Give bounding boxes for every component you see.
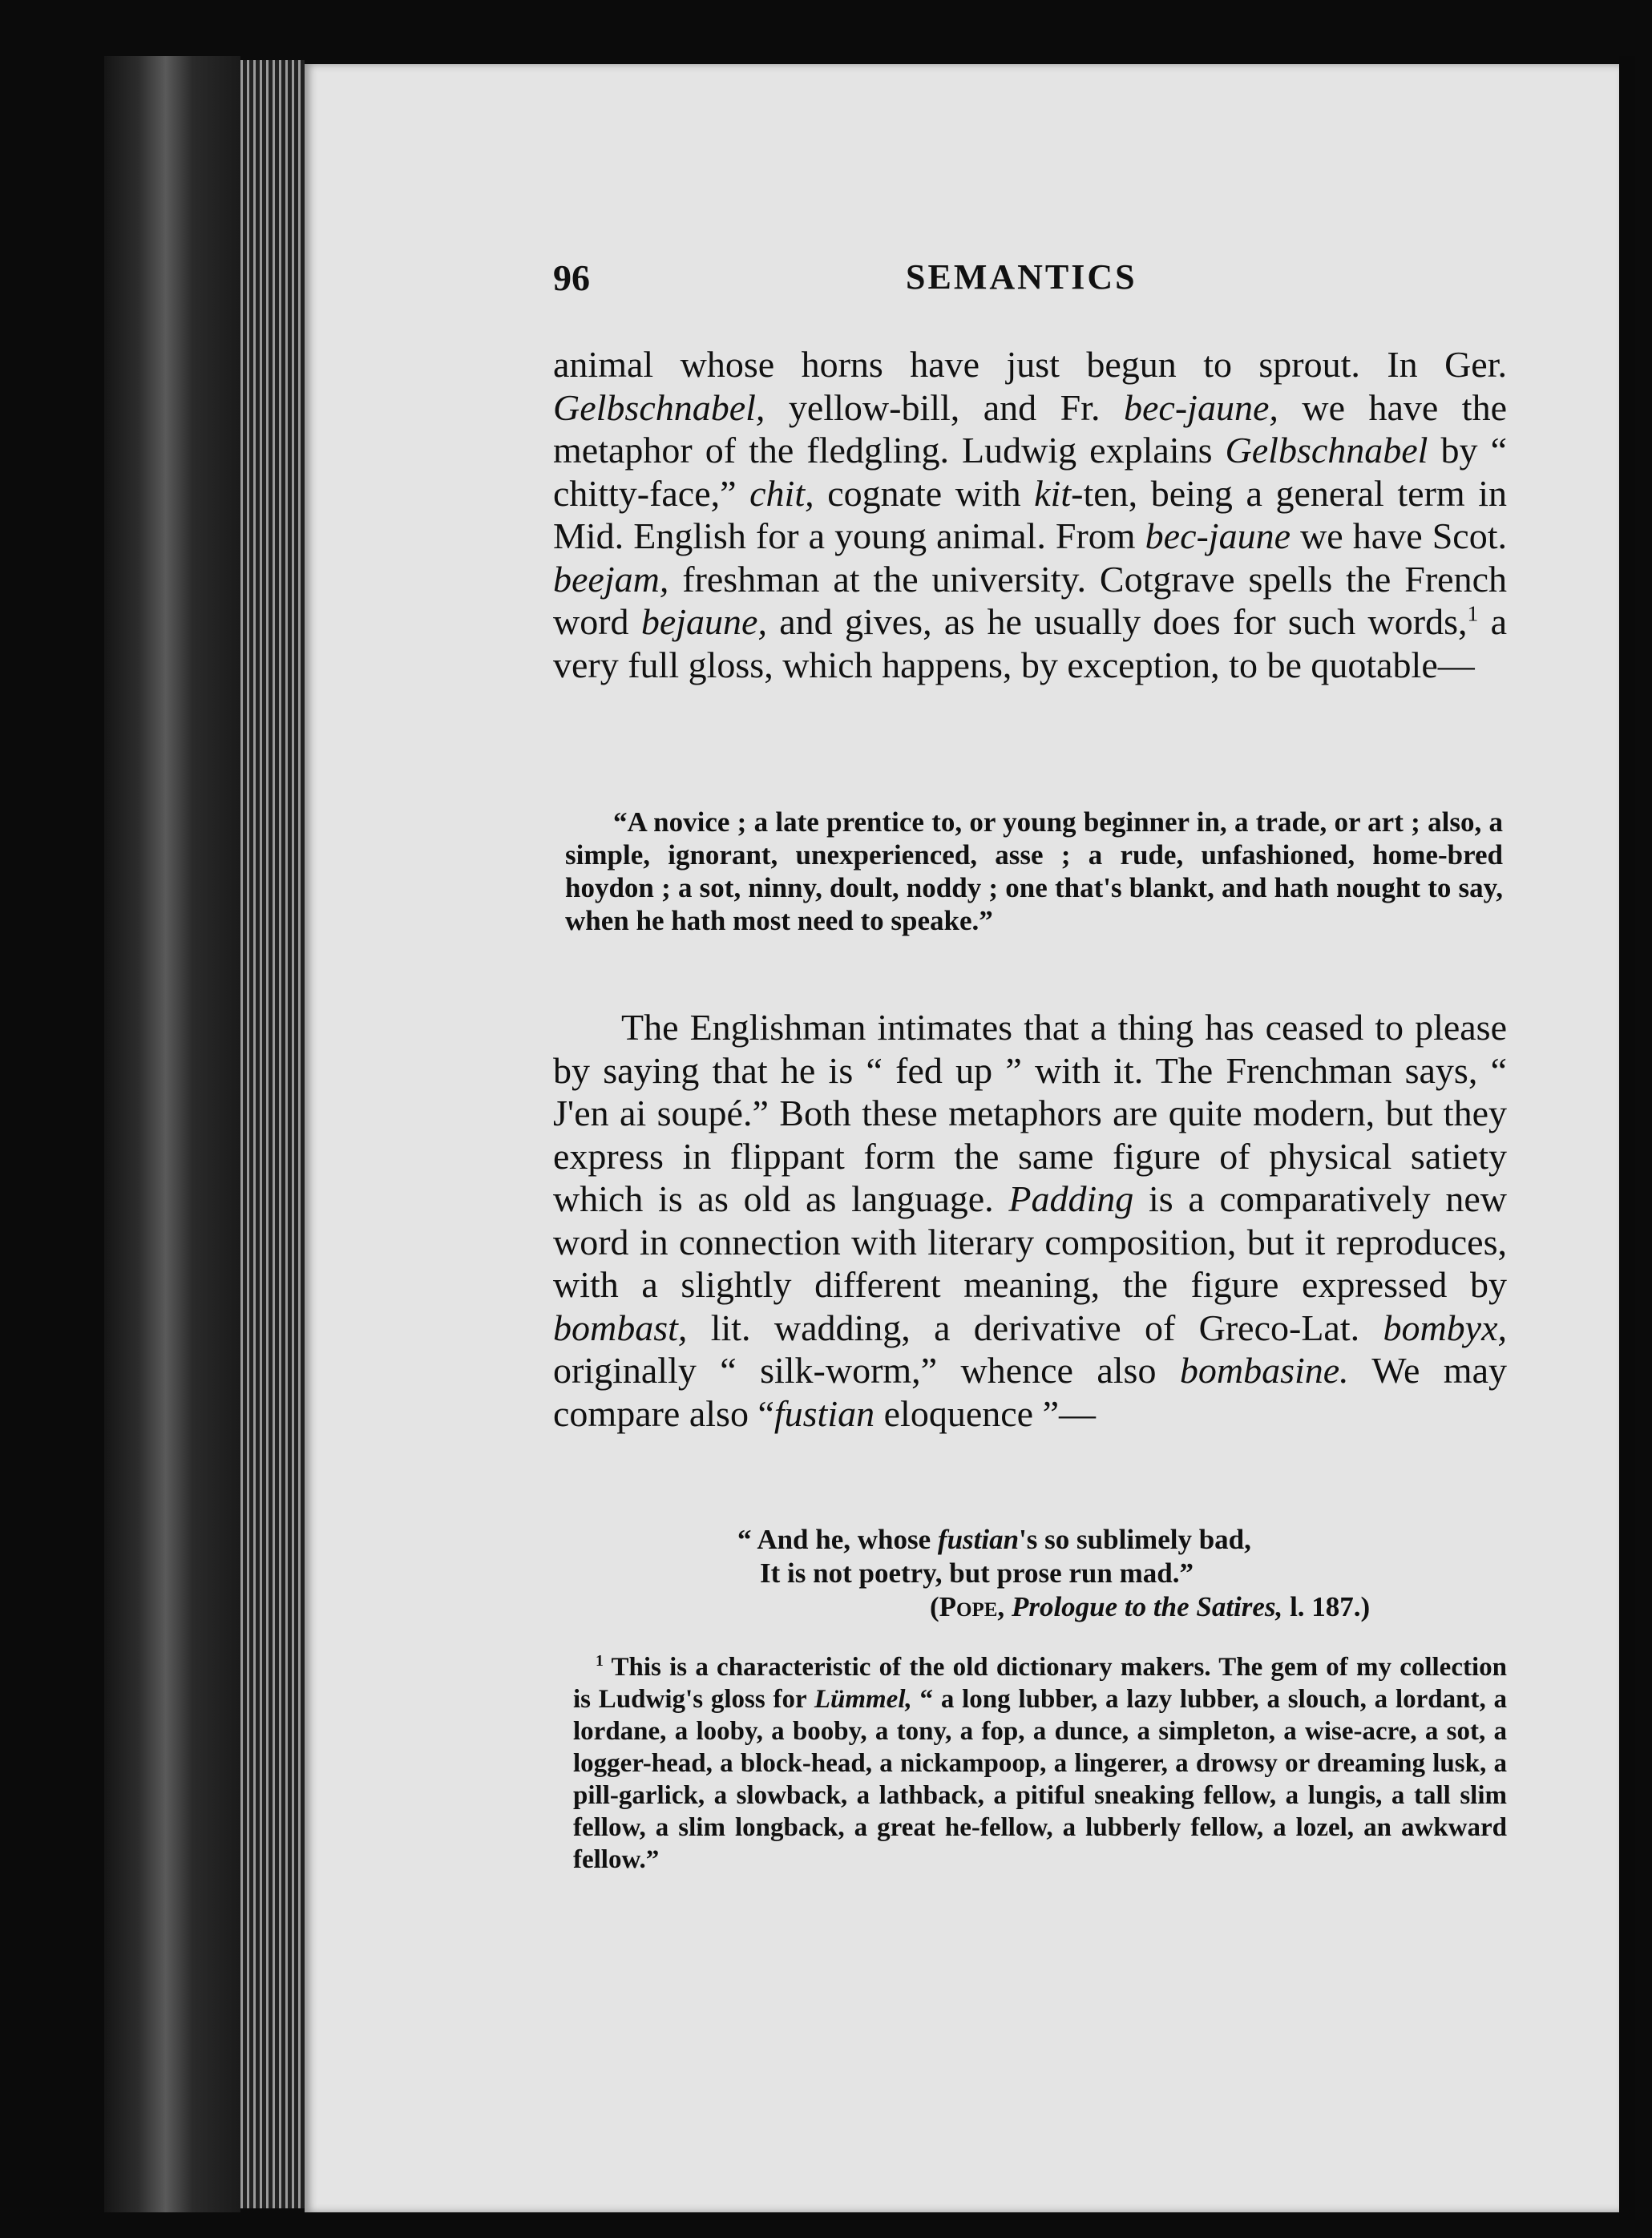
footnote: $^1$ This is a characteristic of the old dictionary makers. The gem of my collection is Ludwig's gloss for Lümmel, “ a long lubber, a lazy lubber, a slouch, a lordant, a lordane, a looby, a booby, a tony, a fop, a dunce, a simpleton, a wise-acre, a sot, a logger-head, a block-head, a nickampoop, a lingerer, a drowsy or dreaming lusk, a pill-garlick, a slowback, a lathback, a pitiful sneaking fellow, a lungis, a tall slim fellow, a slim longback, a great he-fellow, a lubberly fellow, a lozel, an awkward fellow.” xyxy=(573,1652,1507,1874)
verse-line-1: “ And he, whose fustian's so sublimely bad, xyxy=(737,1524,1251,1555)
paragraph-2 xyxy=(553,1006,1507,1435)
page-edges xyxy=(240,60,305,2208)
paragraph-1 xyxy=(553,343,1507,686)
block-quote: “A novice ; a late prentice to, or young beginner in, a trade, or art ; also, a simple, ignorant, unexperienced, asse ; a rude, unfashioned, home-bred hoydon ; a sot, ninny, doult, noddy ; one that's blankt, and hath nought to say, when he hath most need to speake.” xyxy=(565,806,1503,936)
footnote-reference: 1 xyxy=(1467,600,1479,626)
verse-line-2: It is not poetry, but prose run mad.” xyxy=(760,1557,1194,1589)
page-number: 96 xyxy=(553,257,590,298)
body-paragraph: animal whose horns have just begun to sprout. In Ger. Gelbschnabel, yellow-bill, and Fr. bec-jaune, we have the metaphor of the fledgling. Ludwig explains Gelbschnabel by “ chitty-face,” chit, cognate with kit-ten, being a general term in Mid. English for a young animal. From bec-jaune we have Scot. beejam, freshman at the university. Cotgrave spells the French word bejaune, and gives, as he usually does for such words,$^1$ a very full gloss, which happens, by exception, to be quotable— xyxy=(553,344,1508,685)
running-head: SEMANTICS xyxy=(906,257,1137,297)
footnote-mark: 1 xyxy=(596,1652,604,1670)
body-paragraph: The Englishman intimates that a thing has ceased to please by saying that he is “ fed up ” with it. The Frenchman says, “ J'en ai soupé.” Both these metaphors are quite modern, but they express in flippant form the same figure of physical satiety which is as old as language. Padding is a comparatively new word in connection with literary composition, but it reproduces, with a slightly different meaning, the figure expressed by bombast, lit. wadding, a derivative of Greco-Lat. bombyx, originally “ silk-worm,” whence also bombasine. We may compare also “fustian eloquence ”— xyxy=(553,1007,1508,1434)
verse-quotation xyxy=(737,1523,1507,1624)
book-spine xyxy=(104,56,240,2212)
verse-citation: (Pope, Prologue to the Satires, l. 187.) xyxy=(930,1591,1371,1622)
page-header xyxy=(553,257,1563,305)
page-gutter-shadow xyxy=(1619,56,1635,2220)
